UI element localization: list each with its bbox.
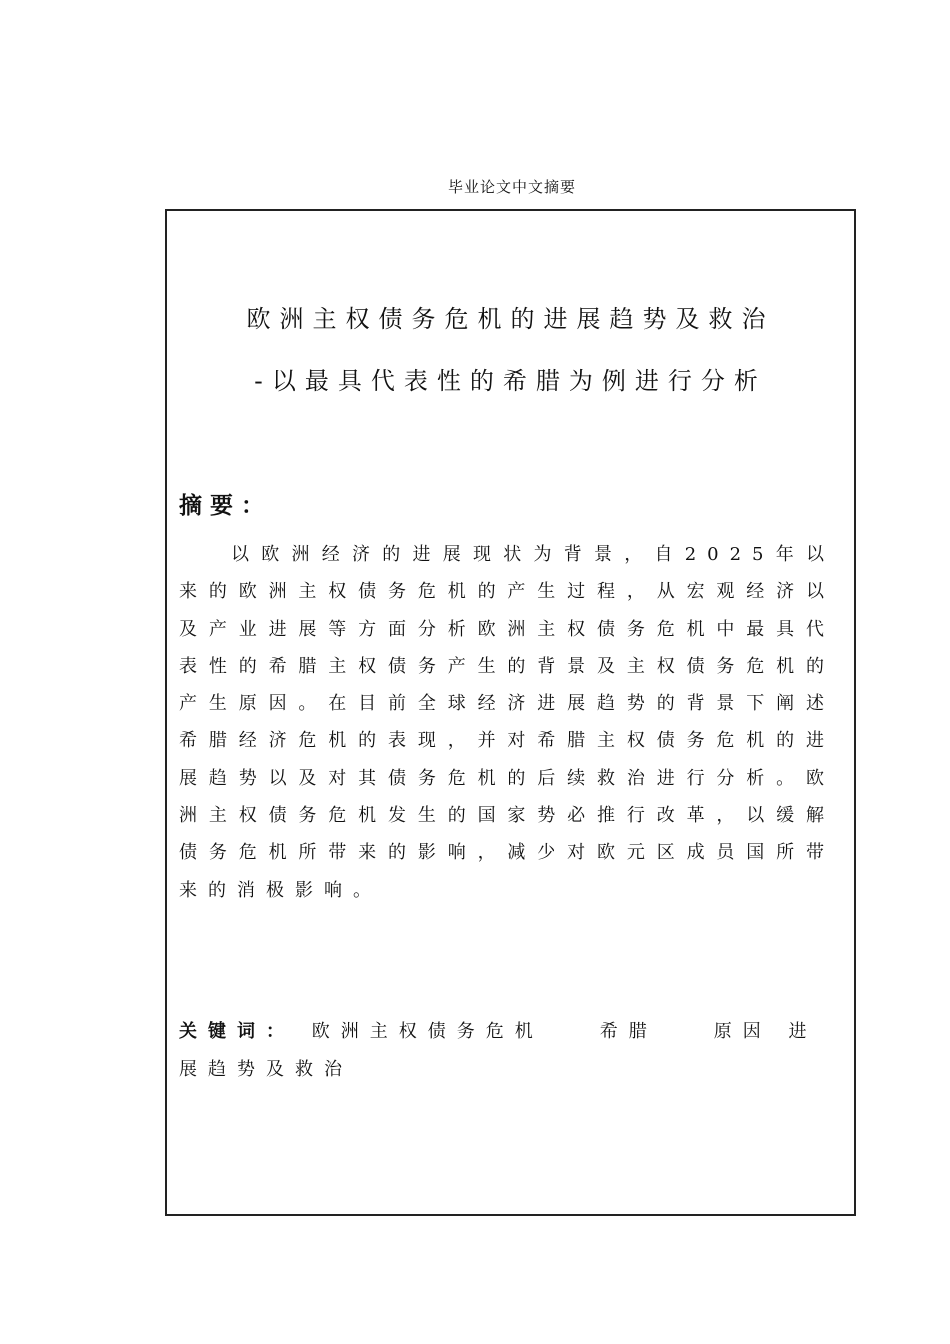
keyword-item: 原因 (713, 1021, 772, 1042)
abstract-body: 以欧洲经济的进展现状为背景，自2025年以来的欧洲主权债务危机的产生过程，从宏观经济以及产业进展等方面分析欧洲主权债务危机中最具代表性的希腊主权债务产生的背景及主权债务危机的产生原因。在目前全球经济进展趋势的背景下阐述希腊经济危机的表现，并对希腊主权债务危机的进展趋势以及对其债务危机的后续救治进行分析。欧洲主权债务危机发生的国家势必推行改革，以缓解债务危机所带来的影响，减少对欧元区成员国所带来的消极影响。 (179, 544, 835, 901)
thesis-subtitle: -以最具代表性的希腊为例进行分析 (254, 367, 767, 395)
keywords-section (179, 1013, 835, 1088)
thesis-title: 欧洲主权债务危机的进展趋势及救治 (246, 305, 775, 333)
keyword-item: 欧洲主权债务危机 (311, 1021, 544, 1042)
keywords-label: 关键词： (179, 1021, 295, 1042)
keyword-item: 进展趋势及救治 (179, 1021, 818, 1080)
page-header: 毕业论文中文摘要 (447, 178, 576, 196)
abstract-heading: 摘要： (179, 493, 272, 519)
keyword-item: 希腊 (599, 1021, 658, 1042)
abstract-frame (165, 209, 856, 1216)
